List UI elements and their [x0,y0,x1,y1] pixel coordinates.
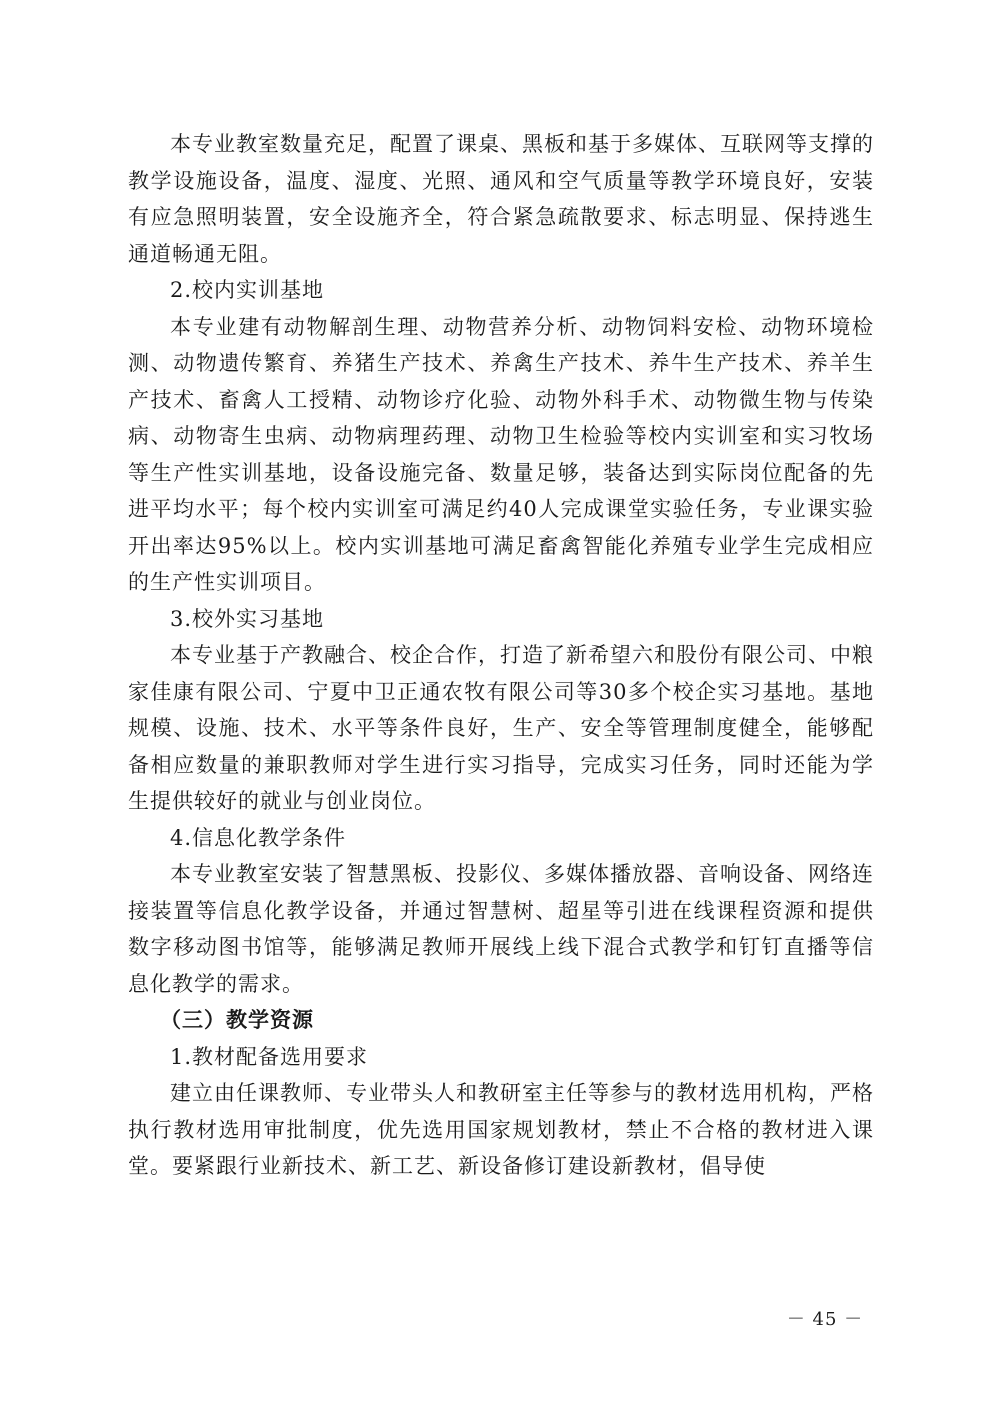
section-heading-teaching-resources: （三）教学资源 [160,1008,314,1032]
page-number: － 45 － [786,1309,864,1330]
heading-textbook-requirements: 1.教材配备选用要求 [170,1044,369,1069]
heading-offsite-internship-base: 3.校外实习基地 [170,606,325,631]
paragraph-offsite-internship-base: 本专业基于产教融合、校企合作，打造了新希望六和股份有限公司、中粮家佳康有限公司、宁夏中卫正通农牧有限公司等30多个校企实习基地。基地规模、设施、技术、水平等条件良好，生产、安全等管理制度健全，能够配备相应数量的兼职教师对学生进行实习指导，完成实习任务，同时还能为学生提供较好的就业与创业岗位。 [128,643,874,813]
paragraph-it-teaching-conditions: 本专业教室安装了智慧黑板、投影仪、多媒体播放器、音响设备、网络连接装置等信息化教学设备，并通过智慧树、超星等引进在线课程资源和提供数字移动图书馆等，能够满足教师开展线上线下混合式教学和钉钉直播等信息化教学的需求。 [128,862,874,996]
heading-it-teaching-conditions: 4.信息化教学条件 [170,825,347,850]
paragraph-onsite-training-base: 本专业建有动物解剖生理、动物营养分析、动物饲料安检、动物环境检测、动物遗传繁育、养猪生产技术、养禽生产技术、养牛生产技术、养羊生产技术、畜禽人工授精、动物诊疗化验、动物外科手术、动物微生物与传染病、动物寄生虫病、动物病理药理、动物卫生检验等校内实训室和实习牧场等生产性实训基地，设备设施完备、数量足够，装备达到实际岗位配备的先进平均水平；每个校内实训室可满足约40人完成课堂实验任务，专业课实验开出率达95%以上。校内实训基地可满足畜禽智能化养殖专业学生完成相应的生产性实训项目。 [128,314,874,594]
paragraph-classroom-conditions: 本专业教室数量充足，配置了课桌、黑板和基于多媒体、互联网等支撑的教学设施设备，温度、湿度、光照、通风和空气质量等教学环境良好，安装有应急照明装置，安全设施齐全，符合紧急疏散要求、标志明显、保持逃生通道畅通无阻。 [128,132,874,266]
document-body [128,126,874,1185]
heading-onsite-training-base: 2.校内实训基地 [170,278,325,302]
paragraph-textbook-requirements: 建立由任课教师、专业带头人和教研室主任等参与的教材选用机构，严格执行教材选用审批制度，优先选用国家规划教材，禁止不合格的教材进入课堂。要紧跟行业新技术、新工艺、新设备修订建设新教材，倡导使 [128,1081,874,1178]
